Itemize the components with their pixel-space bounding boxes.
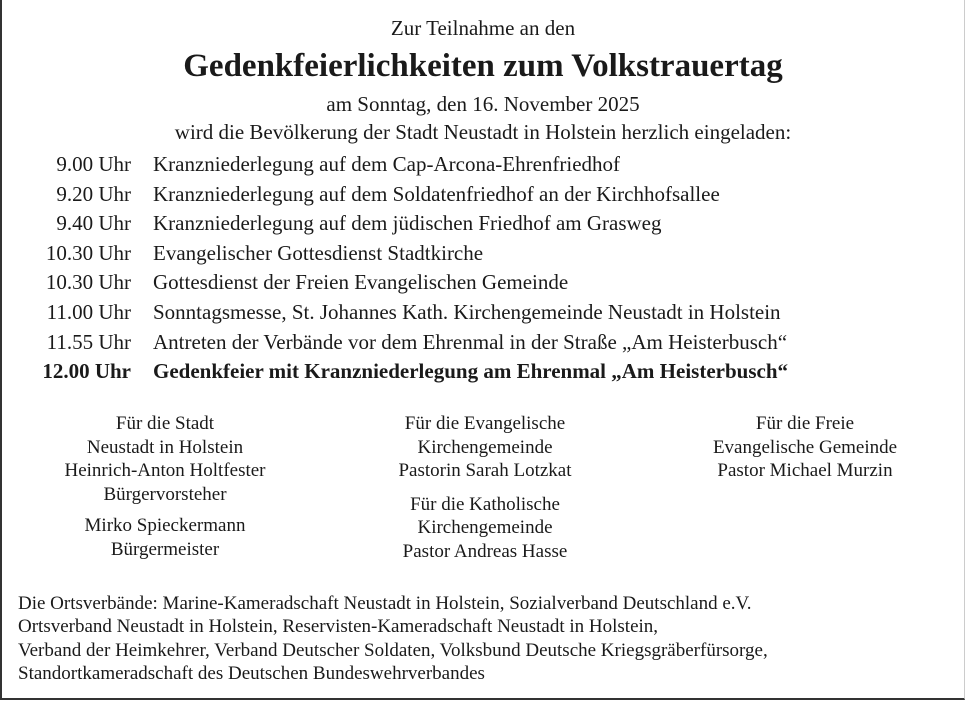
event-date: am Sonntag, den 16. November 2025 [326, 92, 640, 116]
schedule-time: 9.00 Uhr [56, 152, 131, 176]
signatory-line: Für die Freie [755, 413, 855, 434]
schedule-item-main [0, 359, 966, 389]
signatory-name: Pastor Michael Murzin [717, 460, 893, 481]
schedule-time: 10.30 Uhr [45, 270, 131, 295]
schedule-time: 9.20 Uhr [56, 181, 131, 206]
schedule-event: Gottesdienst der Freien Evangelischen Gemeinde [153, 270, 569, 295]
schedule-time: 10.30 Uhr [45, 240, 131, 265]
schedule-item [0, 182, 966, 212]
schedule-event: Kranzniederlegung auf dem jüdischen Friedhof am Grasweg [153, 211, 662, 236]
footer-line: Die Ortsverbände: Marine-Kameradschaft Neustadt in Holstein, Sozialverband Deutschland e.V. [18, 593, 752, 614]
signatory-line: Kirchengemeinde [417, 517, 553, 538]
schedule-list [0, 152, 966, 389]
signatory-line: Für die Katholische [410, 493, 560, 515]
page-title: Gedenkfeierlichkeiten zum Volkstrauertag [183, 48, 783, 84]
signatory-name: Heinrich-Anton Holtfester [64, 460, 266, 481]
signatory-name: Pastor Andreas Hasse [402, 540, 568, 562]
schedule-event: Antreten der Verbände vor dem Ehrenmal in der Straße „Am Heisterbusch“ [153, 329, 788, 354]
signatory-free-church [645, 412, 965, 483]
signatory-role: Bürgermeister [110, 538, 220, 560]
schedule-time: 11.00 Uhr [46, 299, 131, 324]
invitation-text: wird die Bevölkerung der Stadt Neustadt in Holstein herzlich eingeladen: [174, 120, 792, 144]
signatory-city [5, 412, 325, 561]
schedule-time: 9.40 Uhr [56, 211, 131, 236]
signatory-name: Pastorin Sarah Lotzkat [398, 460, 572, 481]
footer-line: Verband der Heimkehrer, Verband Deutscher Soldaten, Volksbund Deutsche Kriegsgräberfürsorge, [18, 639, 768, 661]
schedule-item [0, 241, 966, 271]
schedule-item [0, 330, 966, 360]
associations-footer [18, 592, 768, 685]
signatory-line: Für die Stadt [115, 413, 215, 434]
schedule-event: Kranzniederlegung auf dem Soldatenfriedhof an der Kirchhofsallee [153, 181, 720, 206]
footer-line: Ortsverband Neustadt in Holstein, Reservisten-Kameradschaft Neustadt in Holstein, [18, 616, 659, 638]
signatory-line: Neustadt in Holstein [86, 436, 244, 458]
schedule-time: 11.55 Uhr [46, 329, 131, 354]
signatory-line: Kirchengemeinde [417, 436, 553, 458]
footer-line: Standortkameradschaft des Deutschen Bundeswehrverbandes [18, 662, 485, 684]
schedule-event: Gedenkfeier mit Kranzniederlegung am Ehrenmal „Am Heisterbusch“ [153, 359, 789, 384]
signatory-line: Für die Evangelische [404, 413, 566, 434]
schedule-event: Kranzniederlegung auf dem Cap-Arcona-Ehrenfriedhof [153, 152, 621, 176]
signatory-churches [325, 412, 645, 563]
schedule-item [0, 300, 966, 330]
signatory-role: Bürgervorsteher [103, 483, 227, 505]
signatory-name: Mirko Spieckermann [84, 515, 246, 536]
signatory-line: Evangelische Gemeinde [712, 436, 898, 458]
schedule-event: Sonntagsmesse, St. Johannes Kath. Kirchengemeinde Neustadt in Holstein [153, 299, 781, 324]
schedule-event: Evangelischer Gottesdienst Stadtkirche [153, 240, 484, 265]
schedule-item [0, 270, 966, 300]
schedule-time: 12.00 Uhr [42, 359, 131, 384]
schedule-item [0, 211, 966, 241]
intro-text: Zur Teilnahme an den [390, 16, 576, 40]
schedule-item [0, 152, 966, 182]
